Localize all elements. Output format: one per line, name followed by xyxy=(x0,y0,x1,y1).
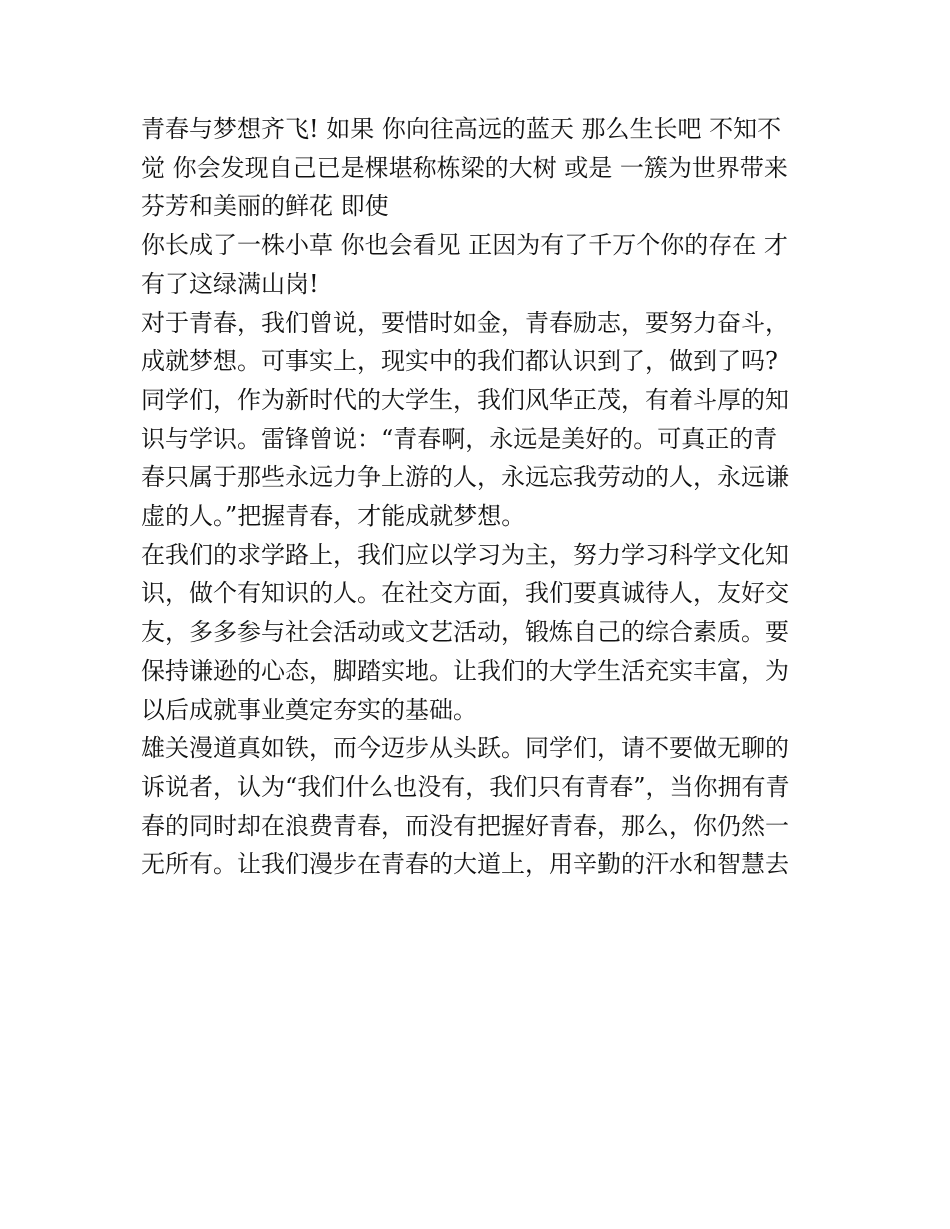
paragraph-2 xyxy=(141,226,813,303)
text-line: 成就梦想。可事实上，现实中的我们都认识到了，做到了吗? xyxy=(141,347,778,376)
text-line: 同学们，作为新时代的大学生，我们风华正茂，有着斗厚的知 xyxy=(141,385,789,414)
text-line: 在我们的求学路上，我们应以学习为主，努力学习科学文化知 xyxy=(141,540,789,569)
text-line: 识与学识。雷锋曾说：“青春啊，永远是美好的。可真正的青 xyxy=(141,424,778,453)
text-line: 春只属于那些永远力争上游的人，永远忘我劳动的人，永远谦 xyxy=(141,463,789,492)
paragraph-4 xyxy=(141,381,813,536)
text-line: 春的同时却在浪费青春，而没有把握好青春，那么，你仍然一 xyxy=(141,811,789,840)
paragraph-5 xyxy=(141,536,813,730)
text-line: 对于青春，我们曾说，要惜时如金，青春励志，要努力奋斗， xyxy=(141,308,789,337)
text-line: 以后成就事业奠定夯实的基础。 xyxy=(141,695,477,724)
text-line: 觉 你会发现自己已是棵堪称栋梁的大树 或是 一簇为世界带来 xyxy=(141,153,788,182)
text-line: 有了这绿满山岗! xyxy=(141,269,319,298)
text-line: 友，多多参与社会活动或文艺活动，锻炼自己的综合素质。要 xyxy=(141,618,789,647)
text-line: 诉说者，认为“我们什么也没有，我们只有青春”，当你拥有青 xyxy=(141,772,790,801)
text-line: 保持谦逊的心态，脚踏实地。让我们的大学生活充实丰富，为 xyxy=(141,656,789,685)
text-line: 芬芳和美丽的鲜花 即使 xyxy=(141,192,389,221)
paragraph-6 xyxy=(141,729,813,884)
text-line: 虚的人。”把握青春，才能成就梦想。 xyxy=(141,502,526,531)
paragraph-3 xyxy=(141,304,813,381)
text-line: 青春与梦想齐飞! 如果 你向往高远的蓝天 那么生长吧 不知不 xyxy=(141,115,782,143)
paragraph-1 xyxy=(141,110,813,226)
text-line: 雄关漫道真如铁，而今迈步从头跃。同学们，请不要做无聊的 xyxy=(141,734,789,763)
text-line: 无所有。让我们漫步在青春的大道上，用辛勤的汗水和智慧去 xyxy=(141,850,789,879)
document-body xyxy=(141,110,813,884)
text-line: 识，做个有知识的人。在社交方面，我们要真诚待人，友好交 xyxy=(141,579,789,608)
text-line: 你长成了一株小草 你也会看见 正因为有了千万个你的存在 才 xyxy=(141,231,788,260)
